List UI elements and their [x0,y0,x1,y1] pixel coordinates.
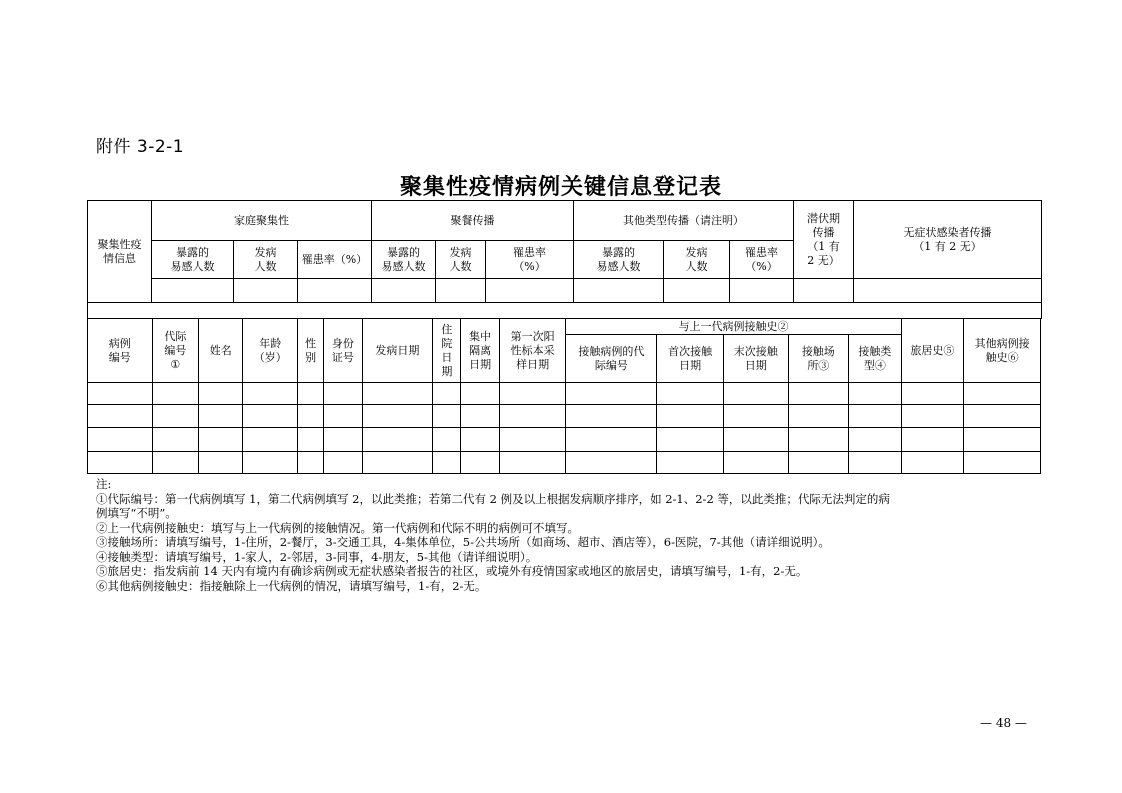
header-previous-generation-contact: 与上一代病例接触史② [566,319,901,335]
header-other-transmission: 其他类型传播（请注明） [574,201,794,241]
attachment-label: 附件 3-2-1 [96,137,185,157]
table-cell[interactable] [574,279,664,303]
spacer-row [88,303,1042,319]
table-row [88,452,1041,474]
cluster-info-table [87,200,1042,319]
notes [96,477,1036,593]
note-line: 例填写“不明”。 [96,506,177,520]
header-contact-place: 接触场 所③ [788,335,849,383]
header-travel-history: 旅居史⑤ [901,319,964,383]
table-row [88,405,1041,428]
header-other-case-contact: 其他病例接 触史⑥ [964,319,1041,383]
header-age: 年龄 （岁） [243,319,298,383]
header-incubation-transmission: 潜伏期 传播 （1 有 2 无） [794,201,854,279]
header-meal-transmission: 聚餐传播 [372,201,574,241]
table-row [88,428,1041,452]
header-contact-case-generation: 接触病例的代 际编号 [566,335,657,383]
note-line: ①代际编号：第一代病例填写 1，第二代病例填写 2，以此类推；若第二代有 2 例及以上根据发病顺序排序，如 2-1、2-2 等，以此类推；代际无法判定的病 [96,491,890,506]
case-info-table [87,318,1041,474]
table-cell[interactable] [794,279,854,303]
header-first-contact-date: 首次接触 日期 [657,335,724,383]
notes-heading: 注: [96,477,112,491]
header-last-contact-date: 末次接触 日期 [723,335,788,383]
table-cell[interactable] [854,279,1042,303]
header-id-number: 身份 证号 [324,319,362,383]
header-hospital-date: 住 院 日 期 [433,319,461,383]
note-line: ②上一代病例接触史：填写与上一代病例的接触情况。第一代病例和代际不明的病例可不填写。 [96,520,579,535]
header-asymptomatic-transmission: 无症状感染者传播 （1 有 2 无） [854,201,1042,279]
cluster-info-label: 聚集性疫 情信息 [88,201,152,303]
header-exposed-count: 暴露的 易感人数 [574,241,664,279]
note-line: ⑤旅居史：指发病前 14 天内有境内有确诊病例或无症状感染者报告的社区，或境外有疫情国家或地区的旅居史，请填写编号，1-有，2-无。 [96,564,808,578]
note-line: ④接触类型：请填写编号，1-家人，2-邻居，3-同事，4-朋友，5-其他（请详细说明）。 [96,549,538,564]
table-cell[interactable] [372,279,436,303]
header-contact-type: 接触类 型④ [849,335,901,383]
table-row [88,383,1041,405]
table-cell[interactable] [436,279,486,303]
header-attack-rate: 罹患率 （%） [486,241,574,279]
table-cell[interactable] [664,279,730,303]
table-cell[interactable] [730,279,794,303]
header-attack-rate: 罹患率（%） [298,241,372,279]
header-first-positive-sample-date: 第一次阳 性标本采 样日期 [499,319,566,383]
header-attack-rate: 罹患率 （%） [730,241,794,279]
header-isolation-date: 集中 隔离 日期 [461,319,499,383]
header-onset-count: 发病 人数 [234,241,298,279]
table-cell [88,303,1042,319]
table-cell[interactable] [298,279,372,303]
header-exposed-count: 暴露的 易感人数 [372,241,436,279]
header-exposed-count: 暴露的 易感人数 [152,241,234,279]
header-onset-date: 发病日期 [362,319,433,383]
table-cell[interactable] [486,279,574,303]
page-title: 聚集性疫情病例关键信息登记表 [399,175,722,200]
table-row [88,279,1042,303]
table-cell[interactable] [152,279,234,303]
header-onset-count: 发病 人数 [664,241,730,279]
header-onset-count: 发病 人数 [436,241,486,279]
header-sex: 性 别 [297,319,323,383]
header-case-number: 病例 编号 [88,319,153,383]
header-generation-number: 代际 编号 ① [152,319,198,383]
header-name: 姓名 [199,319,243,383]
page-number: — 48 — [980,716,1027,730]
table-cell[interactable] [234,279,298,303]
note-line: ⑥其他病例接触史：指接触除上一代病例的情况，请填写编号，1-有，2-无。 [96,578,487,593]
header-family-cluster: 家庭聚集性 [152,201,372,241]
note-line: ③接触场所：请填写编号，1-住所，2-餐厅，3-交通工具，4-集体单位，5-公共场所（如商场、超市、酒店等），6-医院，7-其他（请详细说明）。 [96,535,830,549]
